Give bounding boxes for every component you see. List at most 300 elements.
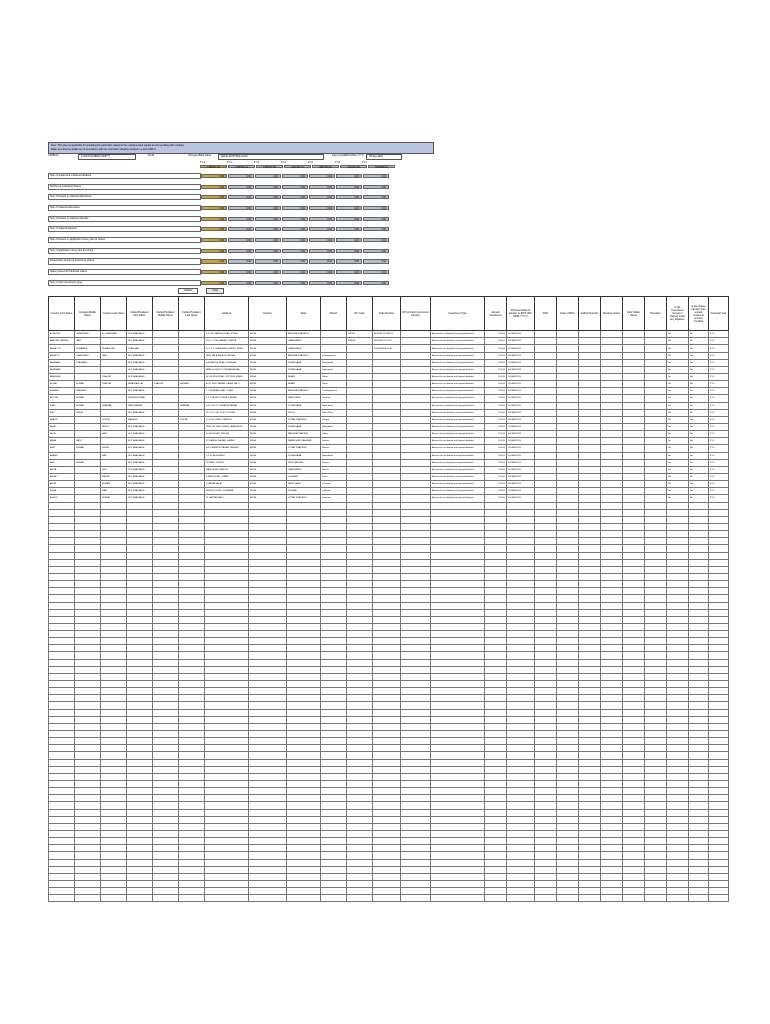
- table-cell[interactable]: [249, 838, 287, 845]
- table-cell[interactable]: [557, 845, 579, 852]
- table-cell[interactable]: [373, 602, 401, 609]
- table-cell[interactable]: [579, 388, 601, 395]
- table-cell[interactable]: Lucknow: [321, 495, 347, 502]
- table-cell[interactable]: [179, 631, 205, 638]
- table-cell[interactable]: [431, 702, 485, 709]
- table-cell[interactable]: [347, 623, 373, 630]
- table-cell[interactable]: [485, 559, 507, 566]
- table-cell[interactable]: [49, 681, 75, 688]
- table-cell[interactable]: [401, 688, 431, 695]
- table-cell[interactable]: Amount for unclaimed and unpaid dividend: [431, 345, 485, 352]
- table-cell[interactable]: [689, 752, 709, 759]
- table-cell[interactable]: 1201090000-10 56: [373, 345, 401, 352]
- table-cell[interactable]: [601, 795, 623, 802]
- table-cell[interactable]: [507, 602, 535, 609]
- table-cell[interactable]: SHARMA: [179, 402, 205, 409]
- table-cell[interactable]: FY-1: [709, 438, 729, 445]
- table-cell[interactable]: [431, 609, 485, 616]
- table-cell[interactable]: [709, 766, 729, 773]
- table-cell[interactable]: [601, 345, 623, 352]
- table-cell[interactable]: [507, 731, 535, 738]
- table-cell[interactable]: NOT AVAILABLE: [127, 495, 153, 502]
- table-cell[interactable]: [127, 588, 153, 595]
- table-cell[interactable]: [667, 681, 689, 688]
- table-cell[interactable]: No: [689, 395, 709, 402]
- table-cell[interactable]: [645, 573, 667, 580]
- table-cell[interactable]: [347, 581, 373, 588]
- table-cell[interactable]: [579, 509, 601, 516]
- table-cell[interactable]: [485, 695, 507, 702]
- table-cell[interactable]: [507, 859, 535, 866]
- table-cell[interactable]: [623, 709, 645, 716]
- table-cell[interactable]: [75, 416, 101, 423]
- table-cell[interactable]: [709, 595, 729, 602]
- table-cell[interactable]: [321, 809, 347, 816]
- table-cell[interactable]: [49, 759, 75, 766]
- table-cell[interactable]: [249, 716, 287, 723]
- table-cell[interactable]: [645, 538, 667, 545]
- table-cell[interactable]: [601, 845, 623, 852]
- table-cell[interactable]: [557, 459, 579, 466]
- table-cell[interactable]: [535, 831, 557, 838]
- table-cell[interactable]: [431, 816, 485, 823]
- table-cell[interactable]: [485, 702, 507, 709]
- table-cell[interactable]: INDIA: [249, 374, 287, 381]
- table-cell[interactable]: INDIA: [249, 423, 287, 430]
- table-cell[interactable]: [287, 831, 321, 838]
- table-cell[interactable]: [179, 709, 205, 716]
- table-cell[interactable]: [535, 338, 557, 345]
- table-cell[interactable]: [579, 595, 601, 602]
- table-cell[interactable]: [179, 895, 205, 902]
- table-cell[interactable]: [689, 845, 709, 852]
- table-cell[interactable]: [689, 595, 709, 602]
- table-cell[interactable]: No: [689, 381, 709, 388]
- table-cell[interactable]: [507, 852, 535, 859]
- table-cell[interactable]: [401, 788, 431, 795]
- table-cell[interactable]: GUPTA: [179, 416, 205, 423]
- table-cell[interactable]: [373, 352, 401, 359]
- table-cell[interactable]: NEW KALA PALACE, ANTHA: [205, 352, 249, 359]
- table-cell[interactable]: [689, 731, 709, 738]
- table-cell[interactable]: [205, 773, 249, 780]
- table-cell[interactable]: [645, 331, 667, 338]
- table-cell[interactable]: [249, 809, 287, 816]
- table-cell[interactable]: No: [667, 481, 689, 488]
- table-cell[interactable]: [579, 452, 601, 459]
- table-cell[interactable]: [127, 795, 153, 802]
- table-cell[interactable]: [579, 802, 601, 809]
- table-cell[interactable]: 09-JAN-2023: [507, 452, 535, 459]
- table-cell[interactable]: [49, 645, 75, 652]
- table-cell[interactable]: [645, 459, 667, 466]
- table-cell[interactable]: [287, 688, 321, 695]
- table-cell[interactable]: [431, 616, 485, 623]
- table-cell[interactable]: [709, 588, 729, 595]
- table-cell[interactable]: [623, 573, 645, 580]
- table-cell[interactable]: [75, 709, 101, 716]
- table-cell[interactable]: [401, 666, 431, 673]
- table-cell[interactable]: [249, 802, 287, 809]
- table-cell[interactable]: [321, 552, 347, 559]
- table-cell[interactable]: [49, 795, 75, 802]
- table-cell[interactable]: Amount for unclaimed and unpaid dividend: [431, 452, 485, 459]
- table-cell[interactable]: [579, 766, 601, 773]
- table-cell[interactable]: [49, 638, 75, 645]
- table-cell[interactable]: [507, 552, 535, 559]
- table-cell[interactable]: [579, 431, 601, 438]
- table-cell[interactable]: [153, 516, 179, 523]
- table-cell[interactable]: [49, 738, 75, 745]
- table-cell[interactable]: BIHAR: [287, 381, 321, 388]
- table-cell[interactable]: [287, 752, 321, 759]
- table-cell[interactable]: [287, 695, 321, 702]
- table-cell[interactable]: [75, 552, 101, 559]
- table-cell[interactable]: [321, 873, 347, 880]
- table-cell[interactable]: [535, 880, 557, 887]
- table-cell[interactable]: Surat: [321, 473, 347, 480]
- table-cell[interactable]: [249, 602, 287, 609]
- table-cell[interactable]: [347, 831, 373, 838]
- table-cell[interactable]: [557, 581, 579, 588]
- table-cell[interactable]: [601, 495, 623, 502]
- table-cell[interactable]: No: [667, 345, 689, 352]
- table-cell[interactable]: [401, 831, 431, 838]
- table-cell[interactable]: [507, 716, 535, 723]
- table-cell[interactable]: [601, 852, 623, 859]
- table-cell[interactable]: [623, 795, 645, 802]
- table-cell[interactable]: [557, 795, 579, 802]
- table-cell[interactable]: Amount for unclaimed and unpaid dividend: [431, 466, 485, 473]
- table-cell[interactable]: [709, 573, 729, 580]
- table-cell[interactable]: [75, 731, 101, 738]
- table-cell[interactable]: [49, 831, 75, 838]
- table-cell[interactable]: Ranchi: [321, 466, 347, 473]
- table-cell[interactable]: Hyderabad: [321, 452, 347, 459]
- table-cell[interactable]: [401, 445, 431, 452]
- table-cell[interactable]: [709, 516, 729, 523]
- table-cell[interactable]: [431, 823, 485, 830]
- table-cell[interactable]: [401, 873, 431, 880]
- table-cell[interactable]: North West: [321, 409, 347, 416]
- table-cell[interactable]: [347, 752, 373, 759]
- table-cell[interactable]: [535, 759, 557, 766]
- table-cell[interactable]: [179, 559, 205, 566]
- table-cell[interactable]: [179, 481, 205, 488]
- table-cell[interactable]: [579, 816, 601, 823]
- table-cell[interactable]: [601, 531, 623, 538]
- table-cell[interactable]: [535, 716, 557, 723]
- table-cell[interactable]: [557, 631, 579, 638]
- table-cell[interactable]: [485, 523, 507, 530]
- table-cell[interactable]: [689, 823, 709, 830]
- table-cell[interactable]: TELANGANA: [287, 366, 321, 373]
- table-cell[interactable]: [507, 802, 535, 809]
- table-cell[interactable]: [535, 681, 557, 688]
- table-cell[interactable]: [535, 345, 557, 352]
- table-cell[interactable]: [49, 709, 75, 716]
- table-cell[interactable]: [623, 859, 645, 866]
- table-cell[interactable]: 1 C M RAJAGOPAL, VIZAG: [205, 388, 249, 395]
- table-cell[interactable]: No: [667, 381, 689, 388]
- table-cell[interactable]: [205, 866, 249, 873]
- table-cell[interactable]: [601, 452, 623, 459]
- table-cell[interactable]: [347, 352, 373, 359]
- table-cell[interactable]: [535, 888, 557, 895]
- table-cell[interactable]: [535, 573, 557, 580]
- table-cell[interactable]: [75, 831, 101, 838]
- table-cell[interactable]: [431, 880, 485, 887]
- table-cell[interactable]: [557, 423, 579, 430]
- table-cell[interactable]: [601, 816, 623, 823]
- table-cell[interactable]: [401, 880, 431, 887]
- table-cell[interactable]: [347, 673, 373, 680]
- company-name-field[interactable]: MAHA-RASHTRA AGRO: [218, 154, 324, 160]
- table-cell[interactable]: [601, 466, 623, 473]
- table-cell[interactable]: [127, 673, 153, 680]
- table-cell[interactable]: [153, 688, 179, 695]
- table-cell[interactable]: [601, 523, 623, 530]
- table-cell[interactable]: [535, 781, 557, 788]
- table-cell[interactable]: [507, 866, 535, 873]
- table-cell[interactable]: [153, 695, 179, 702]
- table-cell[interactable]: [645, 709, 667, 716]
- table-cell[interactable]: [579, 809, 601, 816]
- table-cell[interactable]: [287, 773, 321, 780]
- table-cell[interactable]: [249, 581, 287, 588]
- table-cell[interactable]: [645, 773, 667, 780]
- table-cell[interactable]: [287, 559, 321, 566]
- table-cell[interactable]: [321, 866, 347, 873]
- table-cell[interactable]: [431, 781, 485, 788]
- table-cell[interactable]: [431, 581, 485, 588]
- table-cell[interactable]: [347, 816, 373, 823]
- table-cell[interactable]: [153, 573, 179, 580]
- table-cell[interactable]: [153, 738, 179, 745]
- table-cell[interactable]: [431, 859, 485, 866]
- table-cell[interactable]: [623, 381, 645, 388]
- table-cell[interactable]: [623, 452, 645, 459]
- table-cell[interactable]: [557, 545, 579, 552]
- table-cell[interactable]: [535, 402, 557, 409]
- table-cell[interactable]: [667, 859, 689, 866]
- table-cell[interactable]: [179, 831, 205, 838]
- table-cell[interactable]: [205, 831, 249, 838]
- table-cell[interactable]: [373, 445, 401, 452]
- table-cell[interactable]: [347, 445, 373, 452]
- table-cell[interactable]: [347, 488, 373, 495]
- table-cell[interactable]: [287, 545, 321, 552]
- table-cell[interactable]: [431, 573, 485, 580]
- table-cell[interactable]: NO 60 M G ROAD, OPP BUS STAND: [205, 374, 249, 381]
- table-cell[interactable]: [373, 880, 401, 887]
- table-cell[interactable]: [347, 702, 373, 709]
- table-cell[interactable]: [153, 545, 179, 552]
- table-cell[interactable]: [579, 345, 601, 352]
- table-cell[interactable]: [49, 566, 75, 573]
- table-cell[interactable]: [667, 659, 689, 666]
- table-cell[interactable]: [709, 831, 729, 838]
- table-cell[interactable]: [373, 452, 401, 459]
- table-cell[interactable]: [373, 831, 401, 838]
- table-cell[interactable]: [75, 888, 101, 895]
- table-cell[interactable]: [287, 552, 321, 559]
- table-cell[interactable]: [101, 559, 127, 566]
- table-cell[interactable]: [601, 645, 623, 652]
- table-cell[interactable]: NOT AVAILABLE: [127, 438, 153, 445]
- table-cell[interactable]: [557, 695, 579, 702]
- table-cell[interactable]: [401, 709, 431, 716]
- table-cell[interactable]: [249, 502, 287, 509]
- table-cell[interactable]: [373, 481, 401, 488]
- table-cell[interactable]: [601, 395, 623, 402]
- table-cell[interactable]: [667, 895, 689, 902]
- table-cell[interactable]: [75, 588, 101, 595]
- table-cell[interactable]: [623, 888, 645, 895]
- table-cell[interactable]: No: [689, 331, 709, 338]
- table-cell[interactable]: [127, 709, 153, 716]
- table-cell[interactable]: [401, 602, 431, 609]
- table-cell[interactable]: [249, 695, 287, 702]
- table-cell[interactable]: [179, 816, 205, 823]
- table-cell[interactable]: A. 81 SHIV NAGAR, KANNI PALLI: [205, 381, 249, 388]
- table-cell[interactable]: [535, 509, 557, 516]
- table-cell[interactable]: [557, 381, 579, 388]
- table-cell[interactable]: [535, 866, 557, 873]
- table-cell[interactable]: [623, 659, 645, 666]
- table-cell[interactable]: [347, 723, 373, 730]
- table-cell[interactable]: [347, 681, 373, 688]
- table-cell[interactable]: [153, 552, 179, 559]
- table-cell[interactable]: [179, 616, 205, 623]
- table-cell[interactable]: [667, 766, 689, 773]
- table-cell[interactable]: 09-JAN-2023: [507, 495, 535, 502]
- table-cell[interactable]: [431, 502, 485, 509]
- table-cell[interactable]: [667, 531, 689, 538]
- table-cell[interactable]: [75, 566, 101, 573]
- table-cell[interactable]: [401, 731, 431, 738]
- table-cell[interactable]: [179, 788, 205, 795]
- table-cell[interactable]: [557, 709, 579, 716]
- table-cell[interactable]: [645, 431, 667, 438]
- table-cell[interactable]: [601, 673, 623, 680]
- table-cell[interactable]: [75, 809, 101, 816]
- table-cell[interactable]: [179, 331, 205, 338]
- table-cell[interactable]: [153, 745, 179, 752]
- table-cell[interactable]: [507, 745, 535, 752]
- table-cell[interactable]: [645, 645, 667, 652]
- table-cell[interactable]: [179, 445, 205, 452]
- table-cell[interactable]: 100.00: [485, 445, 507, 452]
- table-cell[interactable]: [709, 745, 729, 752]
- table-cell[interactable]: [127, 538, 153, 545]
- table-cell[interactable]: THANGAM: [127, 345, 153, 352]
- table-cell[interactable]: [535, 766, 557, 773]
- table-cell[interactable]: [431, 673, 485, 680]
- table-cell[interactable]: [75, 766, 101, 773]
- table-cell[interactable]: 100.00: [485, 352, 507, 359]
- table-cell[interactable]: [623, 559, 645, 566]
- table-cell[interactable]: TELANGANA: [287, 402, 321, 409]
- table-cell[interactable]: [101, 602, 127, 609]
- table-cell[interactable]: [601, 552, 623, 559]
- table-cell[interactable]: No: [689, 345, 709, 352]
- table-cell[interactable]: [347, 438, 373, 445]
- table-cell[interactable]: [507, 823, 535, 830]
- table-cell[interactable]: [645, 359, 667, 366]
- table-cell[interactable]: [179, 738, 205, 745]
- table-cell[interactable]: [321, 531, 347, 538]
- table-cell[interactable]: [287, 880, 321, 887]
- table-cell[interactable]: 09-JAN-2023: [507, 445, 535, 452]
- table-cell[interactable]: [373, 638, 401, 645]
- table-cell[interactable]: [373, 366, 401, 373]
- table-cell[interactable]: [101, 538, 127, 545]
- table-cell[interactable]: [667, 823, 689, 830]
- table-cell[interactable]: No: [689, 459, 709, 466]
- table-cell[interactable]: [535, 445, 557, 452]
- table-cell[interactable]: [645, 702, 667, 709]
- table-cell[interactable]: [401, 681, 431, 688]
- table-cell[interactable]: NOT AVAILABLE: [127, 466, 153, 473]
- table-cell[interactable]: [431, 802, 485, 809]
- table-cell[interactable]: Rangareddi: [321, 359, 347, 366]
- table-cell[interactable]: [287, 602, 321, 609]
- table-cell[interactable]: [557, 566, 579, 573]
- table-cell[interactable]: [347, 895, 373, 902]
- table-cell[interactable]: [709, 738, 729, 745]
- table-cell[interactable]: [101, 802, 127, 809]
- table-cell[interactable]: [579, 423, 601, 430]
- table-cell[interactable]: [535, 838, 557, 845]
- table-cell[interactable]: [101, 788, 127, 795]
- table-cell[interactable]: [49, 659, 75, 666]
- table-cell[interactable]: [205, 616, 249, 623]
- table-cell[interactable]: [75, 802, 101, 809]
- table-cell[interactable]: [689, 831, 709, 838]
- table-cell[interactable]: [667, 652, 689, 659]
- table-cell[interactable]: [249, 516, 287, 523]
- table-cell[interactable]: [127, 816, 153, 823]
- table-cell[interactable]: [373, 852, 401, 859]
- table-cell[interactable]: [127, 809, 153, 816]
- table-cell[interactable]: [623, 623, 645, 630]
- table-cell[interactable]: [101, 573, 127, 580]
- table-cell[interactable]: [535, 459, 557, 466]
- table-cell[interactable]: [127, 845, 153, 852]
- table-cell[interactable]: [49, 559, 75, 566]
- table-cell[interactable]: [689, 616, 709, 623]
- table-cell[interactable]: [205, 723, 249, 730]
- table-cell[interactable]: [485, 545, 507, 552]
- table-cell[interactable]: [127, 766, 153, 773]
- table-cell[interactable]: [321, 859, 347, 866]
- table-cell[interactable]: [49, 502, 75, 509]
- table-cell[interactable]: [347, 738, 373, 745]
- table-cell[interactable]: [507, 509, 535, 516]
- table-cell[interactable]: [601, 738, 623, 745]
- table-cell[interactable]: [535, 609, 557, 616]
- table-cell[interactable]: [601, 374, 623, 381]
- table-cell[interactable]: [431, 852, 485, 859]
- table-cell[interactable]: [667, 552, 689, 559]
- table-cell[interactable]: [709, 659, 729, 666]
- table-cell[interactable]: [153, 809, 179, 816]
- table-cell[interactable]: [557, 452, 579, 459]
- table-cell[interactable]: [179, 723, 205, 730]
- table-cell[interactable]: [153, 788, 179, 795]
- table-cell[interactable]: [507, 531, 535, 538]
